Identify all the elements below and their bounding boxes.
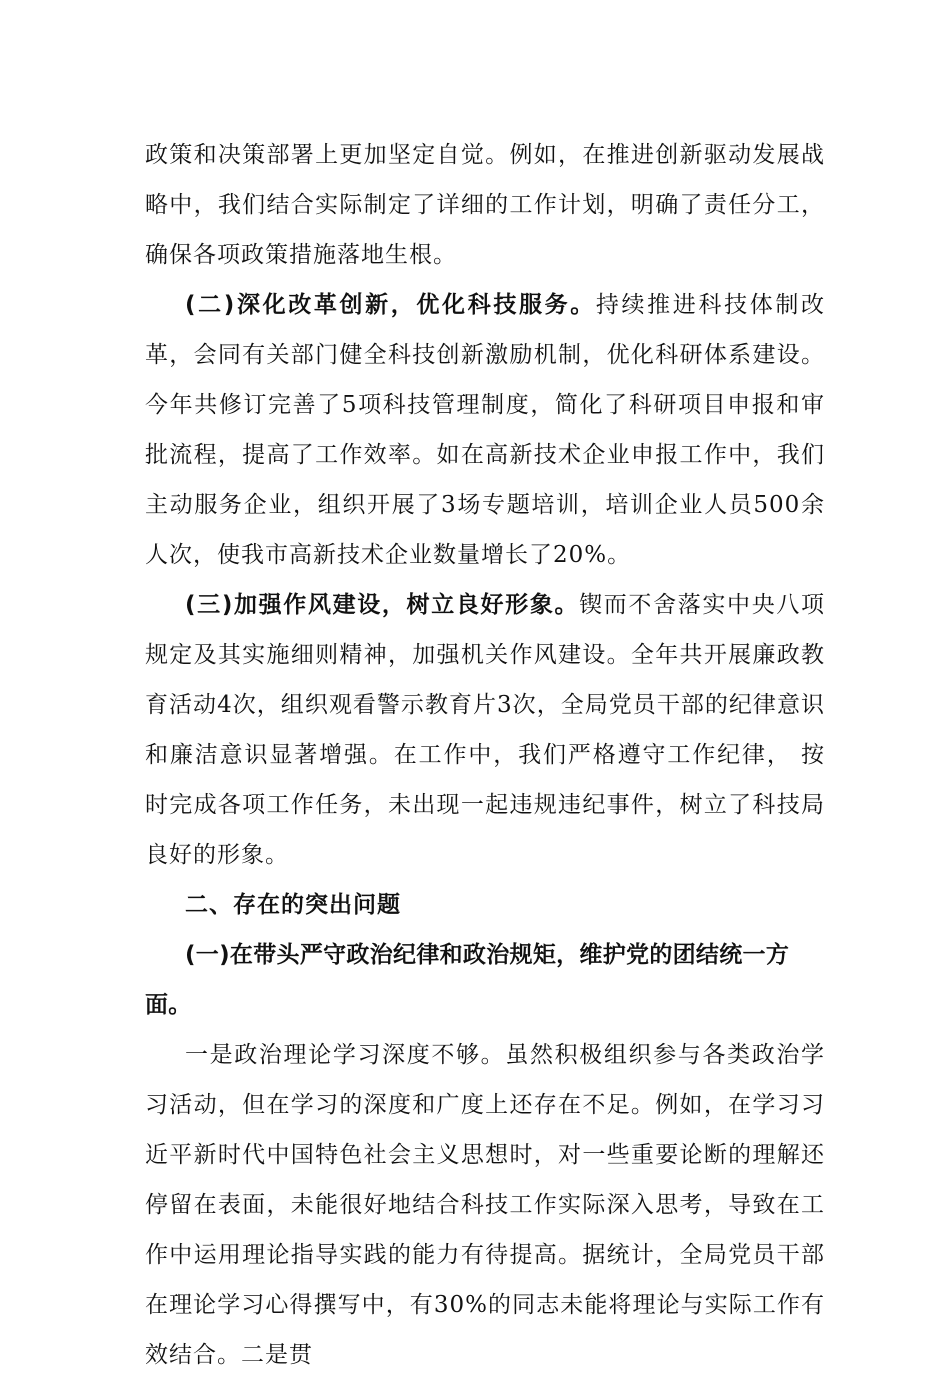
document-body	[145, 130, 825, 1380]
paragraph-reform-innovation	[145, 280, 825, 580]
paragraph-text: 持续推进科技体制改革，会同有关部门健全科技创新激励机制，优化科研体系建设。 今年共修订完善了5项科技管理制度，简化了科研项目申报和审批流程，提高了工作效率。如在高新技术企业申报工作中，我们主动服务企业，组织开展了3场专题培训，培训企业人员500余人次，使我市高新技术企业数量增长了20%。	[145, 292, 826, 568]
paragraph-text: 一是政治理论学习深度不够。虽然积极组织参与各类政治学习活动，但在学习的深度和广度上还存在不足。例如，在学习习近平新时代中国特色社会主义思想时，对一些重要论断的理解还停留在表面，未能很好地结合科技工作实际深入思考，导致在工作中运用理论指导实践的能力有待提高。据统计，全局党员干部在理论学习心得撰写中，有30%的同志未能将理论与实际工作有效结合。二是贯	[145, 1042, 825, 1368]
paragraph-text: 锲而不舍落实中央八项规定及其实施细则精神，加强机关作风建设。全年共开展廉政教育活动4次，组织观看警示教育片3次，全局党员干部的纪律意识和廉洁意识显著增强。在工作中，我们严格遵守工作纪律， 按时完成各项工作任务，未出现一起违规违纪事件，树立了科技局良好的形象。	[145, 592, 825, 868]
paragraph-title: (三)加强作风建设，树立良好形象。	[185, 592, 580, 618]
paragraph-political-theory	[145, 1030, 825, 1380]
paragraph-title: (二)深化改革创新，优化科技服务。	[185, 292, 596, 318]
paragraph-work-style	[145, 580, 825, 880]
subsection-heading: (一)在带头严守政治纪律和政治规矩，维护党的团结统一方面。	[145, 942, 790, 1018]
paragraph-text: 政策和决策部署上更加坚定自觉。例如，在推进创新驱动发展战略中，我们结合实际制定了详细的工作计划，明确了责任分工，确保各项政策措施落地生根。	[145, 142, 825, 268]
paragraph-continued	[145, 130, 825, 280]
section-heading: 二、存在的突出问题	[185, 892, 401, 918]
